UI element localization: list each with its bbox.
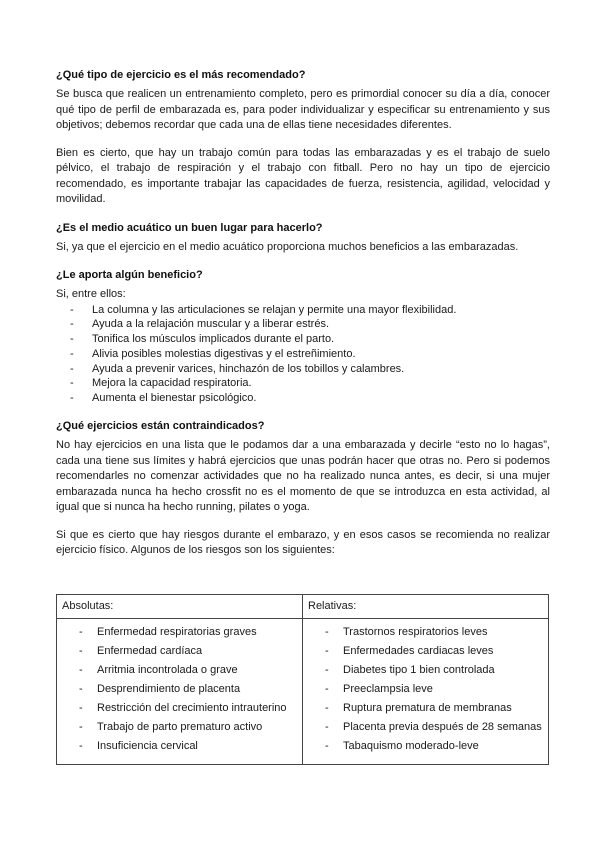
relative-risks-header: Relativas: xyxy=(303,595,548,619)
paragraph: Bien es cierto, que hay un trabajo común para todas las embarazadas y es el trabajo de suelo pélvico, el trabajo de respiración y el trabajo con fitball. Pero no hay un tipo de ejercicio recomendado, es importante trabajar las capacidades de fuerza, resistencia, agilidad, velocidad y movilidad. xyxy=(56,146,550,205)
list-item: - Tonifica los músculos implicados durante el parto. xyxy=(70,333,335,346)
risks-table xyxy=(56,594,549,765)
dash-bullet-icon: - xyxy=(79,664,83,676)
dash-bullet-icon: - xyxy=(325,702,329,714)
table-row: - Restricción del crecimiento intrauterino xyxy=(57,699,302,718)
section-heading: ¿Qué ejercicios están contraindicados? xyxy=(56,420,265,433)
list-item: - Aumenta el bienestar psicológico. xyxy=(70,392,257,405)
relative-risks-list xyxy=(303,619,548,756)
list-item: - Ayuda a prevenir varices, hinchazón de los tobillos y calambres. xyxy=(70,362,405,375)
dash-bullet-icon: - xyxy=(325,664,329,676)
list-item: - La columna y las articulaciones se relajan y permite una mayor flexibilidad. xyxy=(70,303,457,316)
relative-risks-column xyxy=(302,595,548,764)
section-contraindications xyxy=(56,419,550,559)
dash-bullet-icon: - xyxy=(70,318,74,331)
benefits-list xyxy=(56,303,550,407)
table-row: - Trastornos respiratorios leves xyxy=(303,623,548,642)
section-heading: ¿Es el medio acuático un buen lugar para hacerlo? xyxy=(56,221,323,234)
table-row: - Insuficiencia cervical xyxy=(57,737,302,756)
table-row: - Tabaquismo moderado-leve xyxy=(303,737,548,756)
table-row: - Placenta previa después de 28 semanas xyxy=(303,718,548,737)
benefits-intro: Si, entre ellos: xyxy=(56,288,126,300)
dash-bullet-icon: - xyxy=(79,740,83,752)
paragraph: Se busca que realicen un entrenamiento completo, pero es primordial conocer su día a día, conocer qué tipo de perfil de embarazada es, para poder individualizar y especificar su entrenamiento y sus objetivos; debemos recordar que cada una de ellas tiene necesidades diferentes. xyxy=(56,88,550,131)
table-row: - Ruptura prematura de membranas xyxy=(303,699,548,718)
table-row: - Desprendimiento de placenta xyxy=(57,680,302,699)
absolute-risks-header: Absolutas: xyxy=(57,595,302,619)
dash-bullet-icon: - xyxy=(70,377,74,390)
dash-bullet-icon: - xyxy=(325,721,329,733)
dash-bullet-icon: - xyxy=(70,392,74,405)
dash-bullet-icon: - xyxy=(325,645,329,657)
list-item: - Ayuda a la relajación muscular y a liberar estrés. xyxy=(70,318,330,331)
dash-bullet-icon: - xyxy=(70,362,74,375)
dash-bullet-icon: - xyxy=(325,626,329,638)
section-heading: ¿Qué tipo de ejercicio es el más recomendado? xyxy=(56,69,306,81)
dash-bullet-icon: - xyxy=(325,683,329,695)
dash-bullet-icon: - xyxy=(79,702,83,714)
section-benefits xyxy=(56,268,550,406)
dash-bullet-icon: - xyxy=(79,721,83,733)
section-recommended-exercise xyxy=(56,68,550,208)
table-row: - Preeclampsia leve xyxy=(303,680,548,699)
dash-bullet-icon: - xyxy=(70,347,74,360)
list-item: - Alivia posibles molestias digestivas y el estreñimiento. xyxy=(70,347,356,360)
table-row: - Enfermedades cardiacas leves xyxy=(303,642,548,661)
section-heading: ¿Le aporta algún beneficio? xyxy=(56,269,203,281)
document-page xyxy=(56,68,550,572)
paragraph: No hay ejercicios en una lista que le podamos dar a una embarazada y decirle “esto no lo hagas”, cada una tiene sus límites y habrá ejercicios que unas podrán hacer que otras no. Pero si podemos recomendarles no comenzar actividades que no ha realizado nunca antes, es decir, si una mujer embarazada nunca ha hecho crossfit no es el momento de que se introduzca en esta actividad, al igual que si nunca ha hecho running, pilates o yoga. xyxy=(56,439,550,514)
dash-bullet-icon: - xyxy=(70,303,74,316)
section-aquatic-environment xyxy=(56,221,550,256)
table-row: - Enfermedad respiratorias graves xyxy=(57,623,302,642)
table-row: - Enfermedad cardíaca xyxy=(57,642,302,661)
absolute-risks-list xyxy=(57,619,302,756)
list-item: - Mejora la capacidad respiratoria. xyxy=(70,377,252,390)
dash-bullet-icon: - xyxy=(70,333,74,346)
paragraph: Si, ya que el ejercicio en el medio acuático proporciona muchos beneficios a las embarazadas. xyxy=(56,240,519,253)
dash-bullet-icon: - xyxy=(79,626,83,638)
paragraph: Si que es cierto que hay riesgos durante el embarazo, y en esos casos se recomienda no realizar ejercicio físico. Algunos de los riesgos son los siguientes: xyxy=(56,528,550,557)
absolute-risks-column xyxy=(57,595,302,764)
table-row: - Diabetes tipo 1 bien controlada xyxy=(303,661,548,680)
dash-bullet-icon: - xyxy=(79,683,83,695)
dash-bullet-icon: - xyxy=(79,645,83,657)
dash-bullet-icon: - xyxy=(325,740,329,752)
table-row: - Arritmia incontrolada o grave xyxy=(57,661,302,680)
table-row: - Trabajo de parto prematuro activo xyxy=(57,718,302,737)
